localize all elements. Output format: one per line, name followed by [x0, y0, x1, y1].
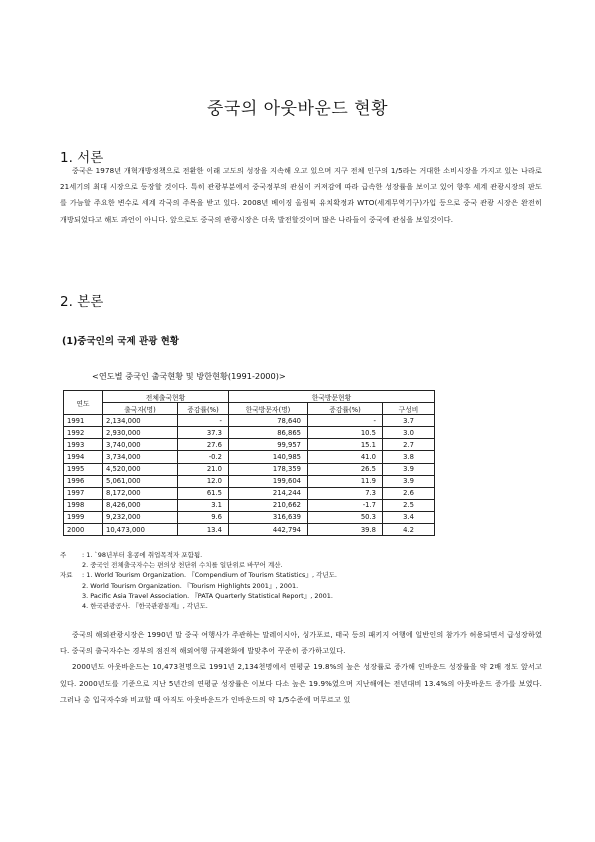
cell-growth-outbound: 61.5	[178, 487, 229, 499]
header-year: 연도	[64, 391, 103, 415]
table-row	[64, 475, 435, 487]
cell-growth-korea: 10.5	[308, 427, 383, 439]
cell-share: 3.9	[383, 463, 435, 475]
table-row	[64, 451, 435, 463]
header-departures: 출국자(명)	[103, 403, 178, 415]
cell-departures: 3,734,000	[103, 451, 178, 463]
cell-share: 3.4	[383, 511, 435, 523]
cell-share: 3.9	[383, 475, 435, 487]
cell-korea-visitors: 199,604	[229, 475, 308, 487]
cell-year: 1997	[64, 487, 103, 499]
note-line	[60, 550, 337, 560]
cell-year: 1993	[64, 439, 103, 451]
note-text: 4. 한국관광공사. 『한국관광통계』, 각년도.	[82, 602, 208, 611]
outbound-statistics-table	[63, 390, 435, 536]
table-row	[64, 463, 435, 475]
cell-korea-visitors: 99,957	[229, 439, 308, 451]
note-line	[60, 570, 337, 580]
cell-year: 1999	[64, 511, 103, 523]
cell-share: 3.7	[383, 415, 435, 427]
table-caption: <연도별 중국인 출국현황 및 방한현황(1991-2000)>	[92, 371, 286, 381]
cell-growth-outbound: 12.0	[178, 475, 229, 487]
cell-growth-korea: -1.7	[308, 499, 383, 511]
table-row	[64, 415, 435, 427]
section2-body	[60, 627, 542, 708]
cell-growth-korea: 50.3	[308, 511, 383, 523]
table-row	[64, 524, 435, 536]
note-label	[60, 581, 82, 591]
cell-share: 2.6	[383, 487, 435, 499]
cell-departures: 10,473,000	[103, 524, 178, 536]
header-growth-korea: 증감률(%)	[308, 403, 383, 415]
cell-growth-outbound: 37.3	[178, 427, 229, 439]
cell-departures: 9,232,000	[103, 511, 178, 523]
note-label	[60, 601, 82, 611]
note-line	[60, 581, 337, 591]
note-line	[60, 560, 337, 570]
cell-share: 2.7	[383, 439, 435, 451]
cell-growth-outbound: 21.0	[178, 463, 229, 475]
cell-growth-outbound: 3.1	[178, 499, 229, 511]
note-text: : 1. `98년부터 홍콩에 취업목적자 포함됨.	[82, 551, 203, 559]
cell-growth-outbound: -	[178, 415, 229, 427]
document-title: 중국의 아웃바운드 현황	[206, 99, 389, 119]
table-row	[64, 487, 435, 499]
cell-growth-korea: 11.9	[308, 475, 383, 487]
cell-growth-korea: 15.1	[308, 439, 383, 451]
section2-paragraph-2: 2000년도 아웃바운드는 10,473천명으로 1991년 2,134천명에서 연평균 19.8%의 높은 성장률로 증가해 인바운드 성장률을 약 2배 정도 앞서고 있다. 2000년도를 기준으로 지난 5년간의 연평균 성장률은 이보다 다소 높은 19.9%였으며 지난해에는 전년대비 13.4%의 아웃바운드 증가를 보였다. 그러나 총 입국자수와 비교할 때 아직도 아웃바운드가 인바운드의 약 1/5수준에 머무르고 있	[60, 662, 542, 704]
cell-year: 2000	[64, 524, 103, 536]
cell-departures: 3,740,000	[103, 439, 178, 451]
note-label	[60, 560, 82, 570]
cell-growth-outbound: -0.2	[178, 451, 229, 463]
table-row	[64, 511, 435, 523]
header-korea-visitors: 한국방문자(명)	[229, 403, 308, 415]
note-text: 3. Pacific Asia Travel Association. 『PATA Quarterly Statistical Report』, 2001.	[82, 591, 333, 600]
section1-heading: 1. 서론	[60, 150, 104, 166]
cell-share: 3.0	[383, 427, 435, 439]
cell-year: 1998	[64, 499, 103, 511]
cell-year: 1991	[64, 415, 103, 427]
header-group-korea: 한국방문현황	[229, 391, 435, 403]
cell-korea-visitors: 140,985	[229, 451, 308, 463]
cell-korea-visitors: 78,640	[229, 415, 308, 427]
cell-growth-outbound: 9.6	[178, 511, 229, 523]
cell-departures: 8,426,000	[103, 499, 178, 511]
section2-paragraph-1: 중국의 해외관광시장은 1990년 말 중국 여행사가 주관하는 말레이시아, 싱가포르, 태국 등의 패키지 여행에 일반인의 참가가 허용되면서 급성장하였다. 중국의 출국자수는 경부의 점진적 해외여행 규제완화에 발맞추어 꾸준히 증가하고있다.	[60, 630, 542, 656]
header-group-outbound: 전체출국현황	[103, 391, 229, 403]
cell-year: 1992	[64, 427, 103, 439]
section1-body	[60, 163, 542, 228]
note-text: : 1. World Tourism Organization. 『Compendium of Tourism Statistics』, 각년도.	[82, 571, 337, 580]
section1-paragraph: 중국은 1978년 개혁개방정책으로 전환한 이래 고도의 성장을 지속해 오고 있으며 지구 전체 인구의 1/5라는 거대한 소비시장을 가지고 있는 나라로 21세기의 최대 시장으로 등장할 것이다. 특히 관광부분에서 중국정부의 관심이 커져감에 따라 급속한 성장률을 보이고 있어 향후 세계 관광시장의 판도를 가늠할 주요한 변수로 세계 각국의 주목을 받고 있다. 2008년 베이징 올림픽 유치확정과 WTO(세계무역기구)가입 등으로 중국 관광 시장은 완전히 개방되었다고 해도 과언이 아니다. 앞으로도 중국의 관광시장은 더욱 발전할것이며 많은 나라들이 중국에 관심을 보일것이다.	[60, 166, 542, 224]
note-label: 자료	[60, 571, 73, 580]
cell-korea-visitors: 86,865	[229, 427, 308, 439]
cell-share: 2.5	[383, 499, 435, 511]
table-notes	[60, 550, 337, 611]
note-label: 주	[60, 551, 67, 559]
cell-year: 1994	[64, 451, 103, 463]
cell-korea-visitors: 214,244	[229, 487, 308, 499]
cell-departures: 2,930,000	[103, 427, 178, 439]
header-share: 구성비	[383, 403, 435, 415]
cell-departures: 5,061,000	[103, 475, 178, 487]
cell-korea-visitors: 442,794	[229, 524, 308, 536]
note-line	[60, 601, 337, 611]
table-body	[64, 415, 435, 536]
note-label	[60, 591, 82, 601]
cell-share: 3.8	[383, 451, 435, 463]
cell-growth-korea: 41.0	[308, 451, 383, 463]
cell-departures: 4,520,000	[103, 463, 178, 475]
cell-year: 1995	[64, 463, 103, 475]
cell-growth-korea: -	[308, 415, 383, 427]
cell-year: 1996	[64, 475, 103, 487]
cell-korea-visitors: 210,662	[229, 499, 308, 511]
cell-share: 4.2	[383, 524, 435, 536]
cell-growth-korea: 7.3	[308, 487, 383, 499]
section2-subheading: (1)중국인의 국제 관광 현황	[62, 336, 179, 347]
table-row	[64, 439, 435, 451]
table-row	[64, 427, 435, 439]
cell-growth-outbound: 13.4	[178, 524, 229, 536]
section2-heading: 2. 본론	[60, 294, 104, 310]
cell-departures: 8,172,000	[103, 487, 178, 499]
cell-growth-korea: 39.8	[308, 524, 383, 536]
cell-departures: 2,134,000	[103, 415, 178, 427]
header-growth-outbound: 증감률(%)	[178, 403, 229, 415]
cell-growth-korea: 26.5	[308, 463, 383, 475]
cell-growth-outbound: 27.6	[178, 439, 229, 451]
cell-korea-visitors: 316,639	[229, 511, 308, 523]
note-line	[60, 591, 337, 601]
note-text: 2. 중국인 전체출국자수는 편의상 천단위 수치를 일단위로 바꾸어 계산.	[82, 561, 283, 570]
table-row	[64, 499, 435, 511]
note-text: 2. World Tourism Organization. 『Tourism Highlights 2001』, 2001.	[82, 581, 299, 590]
cell-korea-visitors: 178,359	[229, 463, 308, 475]
